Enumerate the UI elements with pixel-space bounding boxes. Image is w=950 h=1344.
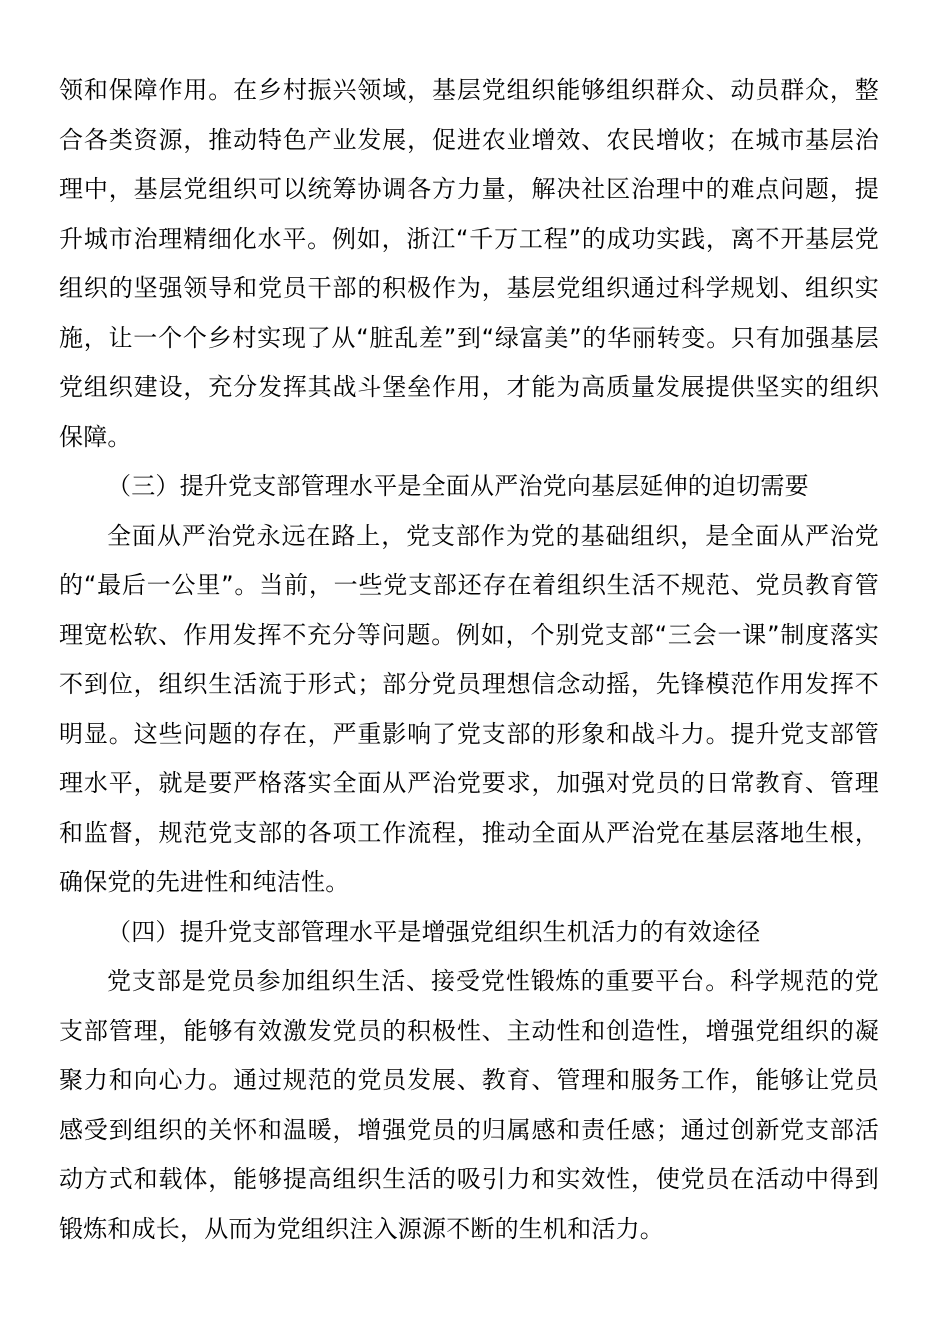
section-heading-4: （四）提升党支部管理水平是增强党组织生机活力的有效途径 [107,917,761,946]
section-heading-3: （三）提升党支部管理水平是全面从严治党向基层延伸的迫切需要 [107,472,809,500]
paragraph-section-3: 全面从严治党永远在路上，党支部作为党的基础组织，是全面从严治党的“最后一公里”。当前，一些党支部还存在着组织生活不规范、党员教育管理宽松软、作用发挥不充分等问题。例如，个别党支部“三会一课”制度落实不到位，组织生活流于形式；部分党员理想信念动摇，先锋模范作用发挥不明显。这些问题的存在，严重影响了党支部的形象和战斗力。提升党支部管理水平，就是要严格落实全面从严治党要求，加强对党员的日常教育、管理和监督，规范党支部的各项工作流程，推动全面从严治党在基层落地生根，确保党的先进性和纯洁性。 [59,521,879,896]
paragraph-section-4: 党支部是党员参加组织生活、接受党性锻炼的重要平台。科学规范的党支部管理，能够有效激发党员的积极性、主动性和创造性，增强党组织的凝聚力和向心力。通过规范的党员发展、教育、管理和服务工作，能够让党员感受到组织的关怀和温暖，增强党员的归属感和责任感；通过创新党支部活动方式和载体，能够提高组织生活的吸引力和实效性，使党员在活动中得到锻炼和成长，从而为党组织注入源源不断的生机和活力。 [59,967,879,1243]
paragraph-continued: 领和保障作用。在乡村振兴领域，基层党组织能够组织群众、动员群众，整合各类资源，推动特色产业发展，促进农业增效、农民增收；在城市基层治理中，基层党组织可以统筹协调各方力量，解决社区治理中的难点问题，提升城市治理精细化水平。例如，浙江“千万工程”的成功实践，离不开基层党组织的坚强领导和党员干部的积极作为，基层党组织通过科学规划、组织实施，让一个个乡村实现了从“脏乱差”到“绿富美”的华丽转变。只有加强基层党组织建设，充分发挥其战斗堡垒作用，才能为高质量发展提供坚实的组织保障。 [59,76,879,451]
document-page [59,66,879,1254]
